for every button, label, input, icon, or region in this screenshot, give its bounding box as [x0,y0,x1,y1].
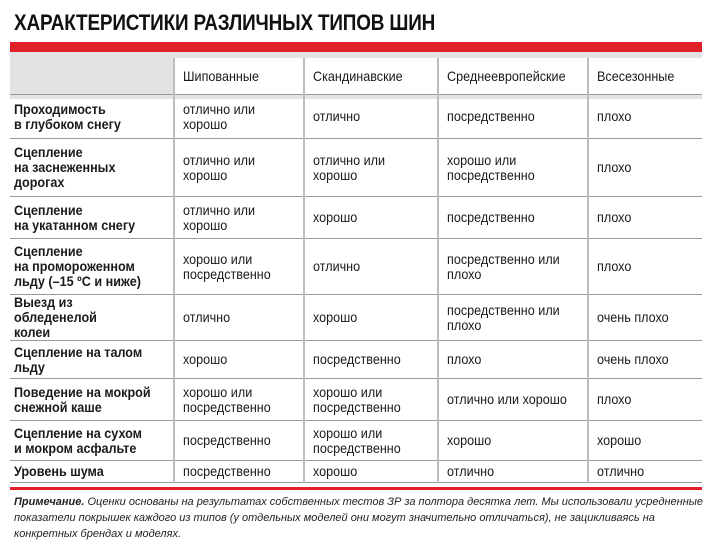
table-cell: хорошо или посредственно [438,139,588,197]
row-label: Сцепление на талом льду [10,341,174,379]
table-row [10,461,702,483]
table-cell: отлично или хорошо [304,139,438,197]
column-header: Шипованные [174,58,304,95]
table-row [10,239,702,295]
table-cell: хорошо [438,421,588,461]
table-row [10,95,702,139]
table-cell: хорошо [304,461,438,483]
table-row [10,139,702,197]
table-cell: хорошо [304,295,438,341]
table-row [10,341,702,379]
row-label: Сцепление на заснеженных дорогах [10,139,174,197]
table-row [10,197,702,239]
table-cell: посредственно или плохо [438,239,588,295]
table-cell: посредственно [438,95,588,139]
column-header: Среднеевропейские [438,58,588,95]
table-row [10,379,702,421]
table-cell: хорошо или посредственно [304,421,438,461]
table-cell: отлично [304,95,438,139]
table-cell: хорошо или посредственно [174,379,304,421]
table-cell: отлично [304,239,438,295]
table-cell: посредственно [304,341,438,379]
table-cell: хорошо или посредственно [174,239,304,295]
table-cell: отлично [588,461,702,483]
footnote-label: Примечание. [14,496,85,508]
table-cell: очень плохо [588,341,702,379]
table-cell: отлично или хорошо [174,197,304,239]
tire-comparison-table [10,58,702,483]
row-label: Сцепление на промороженном льду (–15 ºС и ниже) [10,239,174,295]
row-label: Сцепление на укатанном снегу [10,197,174,239]
table-cell: хорошо или посредственно [304,379,438,421]
table-cell: посредственно [174,461,304,483]
column-header: Скандинавские [304,58,438,95]
row-label: Проходимость в глубоком снегу [10,95,174,139]
table-cell: плохо [588,197,702,239]
table-cell: отлично или хорошо [438,379,588,421]
table-cell: плохо [588,379,702,421]
table-cell: отлично [438,461,588,483]
row-label: Поведение на мокрой снежной каше [10,379,174,421]
table-cell: хорошо [304,197,438,239]
page-title: ХАРАКТЕРИСТИКИ РАЗЛИЧНЫХ ТИПОВ ШИН [14,10,436,35]
header-row [10,58,702,95]
column-header: Всесезонные [588,58,702,95]
table-cell: плохо [438,341,588,379]
footnote [14,494,704,542]
row-label: Уровень шума [10,461,174,483]
table-cell: хорошо [174,341,304,379]
table-cell: отлично или хорошо [174,139,304,197]
table-row [10,421,702,461]
footer-accent-line [10,487,702,490]
table-cell: отлично [174,295,304,341]
table-cell: плохо [588,95,702,139]
header-corner [10,58,174,95]
row-label: Сцепление на сухом и мокром асфальте [10,421,174,461]
table-row [10,295,702,341]
table-cell: посредственно или плохо [438,295,588,341]
title-accent-bar [10,42,702,52]
table-cell: посредственно [174,421,304,461]
table-cell: очень плохо [588,295,702,341]
footnote-text: Оценки основаны на результатах собственных тестов ЗР за полтора десятка лет. Мы использовали усредненные показатели покрышек каждого из типов (у отдельных моделей они могут значительно отличаться), не зацикливаясь на конкретных брендах и моделях. [14,496,703,540]
table-cell: плохо [588,239,702,295]
table-cell: отлично или хорошо [174,95,304,139]
table-cell: посредственно [438,197,588,239]
table-cell: хорошо [588,421,702,461]
row-label: Выезд из обледенелой колеи [10,295,174,341]
table-cell: плохо [588,139,702,197]
